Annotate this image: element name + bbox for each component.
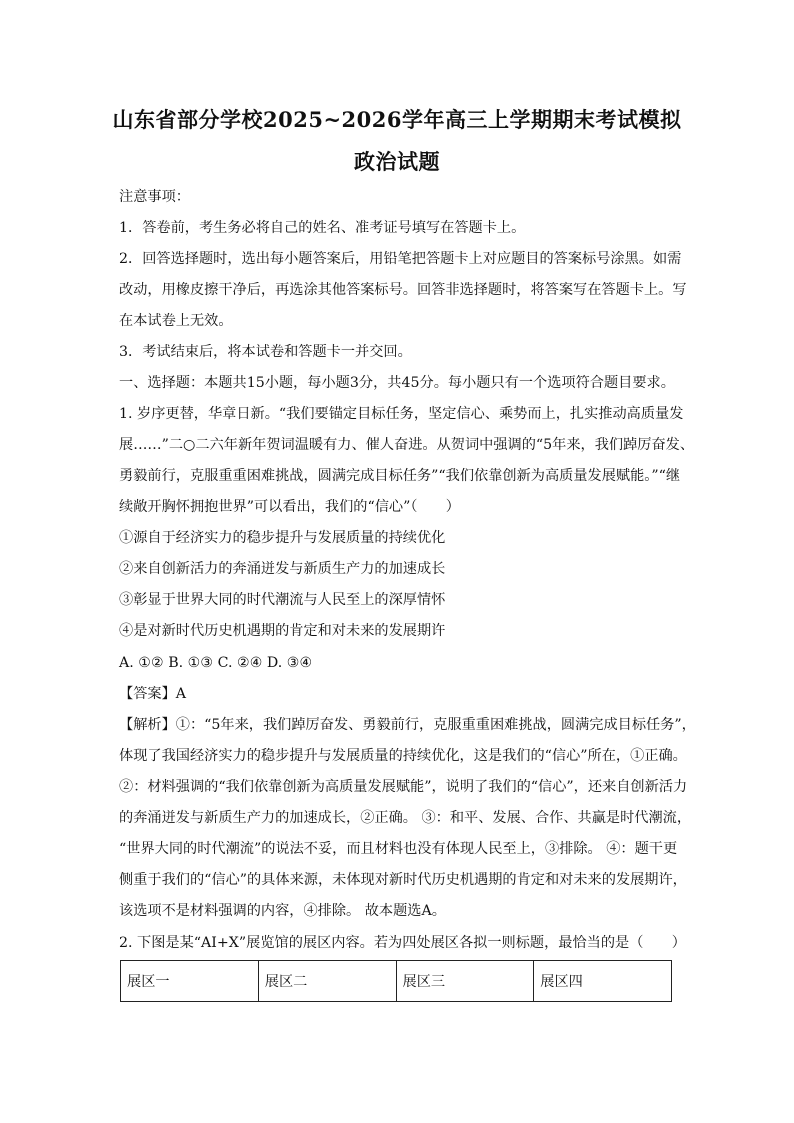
analysis-line: 侧重于我们的“信心”的具体来源，未体现对新时代历史机遇期的肯定和对未来的发展期许， <box>119 872 687 888</box>
option-3: ③彰显于世界大同的时代潮流与人民至上的深厚情怀 <box>119 592 446 608</box>
question-stem-line: 2. 下图是某“AI+X”展览馆的展区内容。若为四处展区各拟一则标题，最恰当的是（ ） <box>119 935 686 951</box>
table-header-cell: 展区四 <box>534 961 672 1002</box>
exhibit-table <box>120 960 672 1002</box>
notes-heading: 注意事项： <box>119 189 190 205</box>
question-stem-line: 勇毅前行，克服重重困难挑战，圆满完成目标任务”“我们依靠创新为高质量发展赋能。”“继 <box>119 468 681 484</box>
analysis-line: 的奔涌迸发与新质生产力的加速成长，②正确。 ③：和平、发展、合作、共赢是时代潮流， <box>119 810 692 826</box>
table-header-cell: 展区一 <box>121 961 259 1002</box>
option-1: ①源自于经济实力的稳步提升与发展质量的持续优化 <box>119 530 446 546</box>
option-4: ④是对新时代历史机遇期的肯定和对未来的发展期许 <box>119 623 446 639</box>
question-stem-line: 1. 岁序更替，华章日新。“我们要锚定目标任务，坚定信心、乘势而上，扎实推动高质量发 <box>119 406 684 422</box>
table-header-cell: 展区二 <box>258 961 396 1002</box>
analysis-line: 【解析】①：“5年来，我们踔厉奋发、勇毅前行，克服重重困难挑战，圆满完成目标任务”， <box>119 717 696 733</box>
option-2: ②来自创新活力的奔涌迸发与新质生产力的加速成长 <box>119 561 446 577</box>
analysis-line: 体现了我国经济实力的稳步提升与发展质量的持续优化，这是我们的“信心”所在，①正确。 <box>119 748 687 764</box>
section-heading: 一、选择题：本题共15小题，每小题3分，共45分。每小题只有一个选项符合题目要求。 <box>119 375 675 391</box>
table-row <box>121 961 672 1002</box>
notes-line: 改动，用橡皮擦干净后，再选涂其他答案标号。回答非选择题时，将答案写在答题卡上。写 <box>119 282 687 298</box>
answer: 【答案】A <box>119 686 186 702</box>
exam-title: 山东省部分学校2025~2026学年高三上学期期末考试模拟 <box>112 107 682 132</box>
question-stem-line: 展……”二○二六年新年贺词温暖有力、催人奋进。从贺词中强调的“5年来，我们踔厉奋发、 <box>119 437 695 453</box>
analysis-line: 该选项不是材料强调的内容，④排除。 故本题选A。 <box>119 903 446 919</box>
table-header-cell: 展区三 <box>396 961 534 1002</box>
question-stem-line: 续敞开胸怀拥抱世界”可以看出，我们的“信心”（ ） <box>119 499 460 515</box>
analysis-line: ②：材料强调的“我们依靠创新为高质量发展赋能”，说明了我们的“信心”，还来自创新活力 <box>119 779 688 795</box>
notes-line: 3．考试结束后，将本试卷和答题卡一并交回。 <box>119 344 412 360</box>
answer-choices: A. ①② B. ①③ C. ②④ D. ③④ <box>119 655 313 671</box>
exam-subject: 政治试题 <box>354 149 440 174</box>
notes-line: 2．回答选择题时，选出每小题答案后，用铅笔把答题卡上对应题目的答案标号涂黑。如需 <box>119 251 682 267</box>
notes-line: 在本试卷上无效。 <box>119 313 233 329</box>
analysis-line: “世界大同的时代潮流”的说法不妥，而且材料也没有体现人民至上，③排除。 ④：题干更 <box>119 841 678 857</box>
notes-line: 1．答卷前，考生务必将自己的姓名、准考证号填写在答题卡上。 <box>119 220 526 236</box>
